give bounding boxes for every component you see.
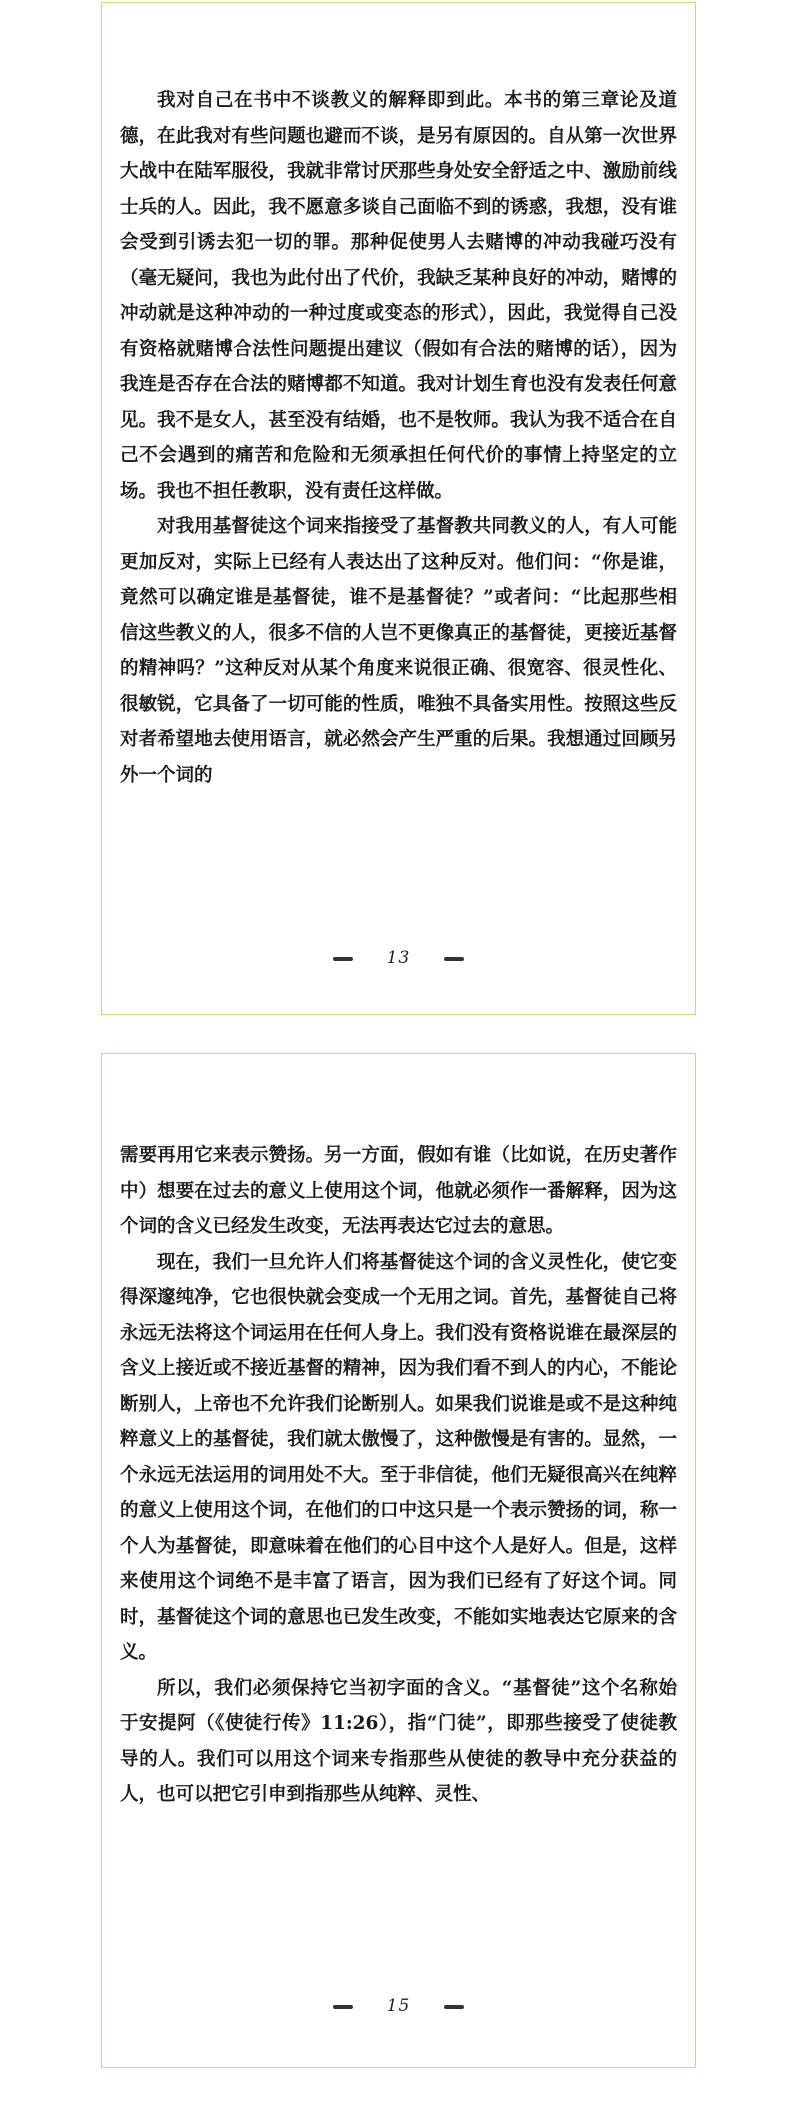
book-page-15 <box>101 1053 696 2068</box>
paragraph: 对我用基督徒这个词来指接受了基督教共同教义的人，有人可能更加反对，实际上已经有人表达出了这种反对。他们问：“你是谁，竟然可以确定谁是基督徒，谁不是基督徒？”或者问：“比起那些相信这些教义的人，很多不信的人岂不更像真正的基督徒，更接近基督的精神吗？”这种反对从某个角度来说很正确、很宽容、很灵性化、很敏锐，它具备了一切可能的性质，唯独不具备实用性。按照这些反对者希望地去使用语言，就必然会产生严重的后果。我想通过回顾另外一个词的 <box>120 516 677 786</box>
book-page-13 <box>101 2 696 1015</box>
paragraph: 现在，我们一旦允许人们将基督徒这个词的含义灵性化，使它变得深邃纯净，它也很快就会变成一个无用之词。首先，基督徒自己将永远无法将这个词运用在任何人身上。我们没有资格说谁在最深层的含义上接近或不接近基督的精神，因为我们看不到人的内心，不能论断别人，上帝也不允许我们论断别人。如果我们说谁是或不是这种纯粹意义上的基督徒，我们就太傲慢了，这种傲慢是有害的。显然，一个永远无法运用的词用处不大。至于非信徒，他们无疑很高兴在纯粹的意义上使用这个词，在他们的口中这只是一个表示赞扬的词，称一个人为基督徒，即意味着在他们的心目中这个人是好人。但是，这样来使用这个词绝不是丰富了语言，因为我们已经有了好这个词。同时，基督徒这个词的意思也已发生改变，不能如实地表达它原来的含义。 <box>120 1251 677 1663</box>
ornament-left-icon <box>333 2005 353 2009</box>
page-text <box>120 1138 677 1813</box>
ornament-right-icon <box>444 2005 464 2009</box>
page-number-text: 15 <box>386 1996 411 2016</box>
ornament-right-icon <box>444 957 464 961</box>
page-text <box>120 83 677 793</box>
page-number <box>102 948 695 968</box>
paragraph: 所以，我们必须保持它当初字面的含义。“基督徒”这个名称始于安提阿（《使徒行传》11:26），指“门徒”，即那些接受了使徒教导的人。我们可以用这个词来专指那些从使徒的教导中充分获益的人，也可以把它引申到指那些从纯粹、灵性、 <box>120 1677 677 1805</box>
page-number-text: 13 <box>386 948 411 968</box>
paragraph: 我对自己在书中不谈教义的解释即到此。本书的第三章论及道德，在此我对有些问题也避而不谈，是另有原因的。自从第一次世界大战中在陆军服役，我就非常讨厌那些身处安全舒适之中、激励前线士兵的人。因此，我不愿意多谈自己面临不到的诱惑，我想，没有谁会受到引诱去犯一切的罪。那种促使男人去赌博的冲动我碰巧没有（毫无疑问，我也为此付出了代价，我缺乏某种良好的冲动，赌博的冲动就是这种冲动的一种过度或变态的形式），因此，我觉得自己没有资格就赌博合法性问题提出建议（假如有合法的赌博的话），因为我连是否存在合法的赌博都不知道。我对计划生育也没有发表任何意见。我不是女人，甚至没有结婚，也不是牧师。我认为我不适合在自己不会遇到的痛苦和危险和无须承担任何代价的事情上持坚定的立场。我也不担任教职，没有责任这样做。 <box>120 90 677 502</box>
paragraph: 需要再用它来表示赞扬。另一方面，假如有谁（比如说，在历史著作中）想要在过去的意义上使用这个词，他就必须作一番解释，因为这个词的含义已经发生改变，无法再表达它过去的意思。 <box>120 1145 677 1237</box>
ornament-left-icon <box>333 957 353 961</box>
page-number <box>102 1996 695 2016</box>
